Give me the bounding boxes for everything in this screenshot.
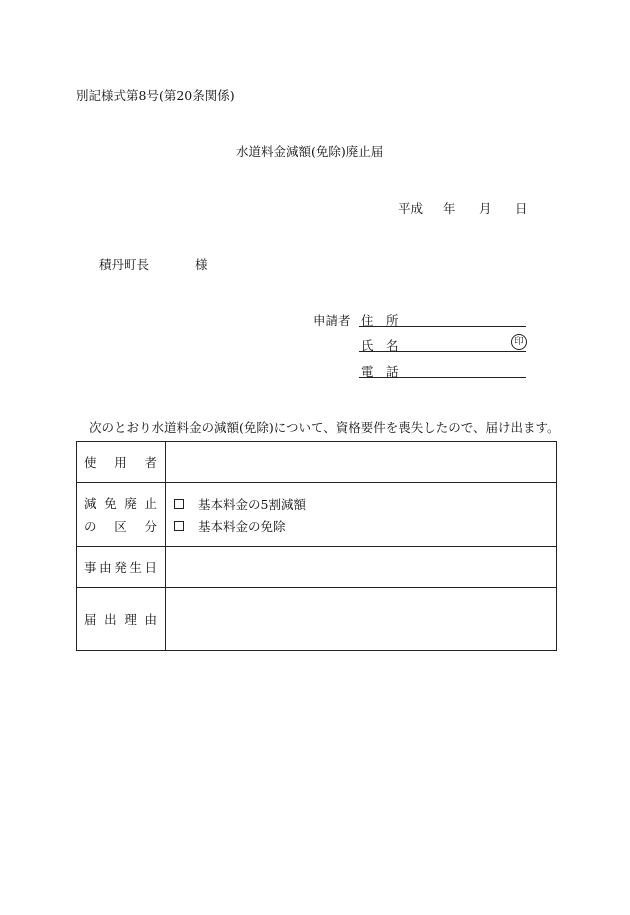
table-row-reason [77, 588, 557, 651]
seal-icon: 印 [511, 334, 527, 350]
event-date-label: 事 由 発 生 日 [77, 547, 166, 588]
user-field[interactable] [166, 442, 557, 483]
page-title: 水道料金減額(免除)廃止届 [236, 144, 384, 159]
name-field[interactable] [359, 351, 526, 352]
application-table [76, 441, 557, 651]
table-row-category [77, 483, 557, 547]
date-month: 月 [479, 201, 492, 216]
address-label: 住 所 [361, 313, 399, 328]
statement: 次のとおり水道料金の減額(免除)について、資格要件を喪失したので、届け出ます。 [89, 420, 560, 435]
option-exemption-label: 基本料金の免除 [198, 518, 286, 534]
option-exemption[interactable] [166, 515, 556, 537]
reason-field[interactable] [166, 588, 557, 651]
date-year: 年 [443, 201, 456, 216]
category-label: 減 免 廃 止 の 区 分 [77, 483, 166, 547]
phone-field[interactable] [359, 377, 526, 378]
reason-label: 届 出 理 由 [77, 588, 166, 651]
table-row-event-date [77, 547, 557, 588]
address-field[interactable] [359, 326, 526, 327]
phone-label: 電 話 [361, 364, 399, 379]
name-label: 氏 名 [361, 338, 399, 353]
event-date-field[interactable] [166, 547, 557, 588]
option-half-reduction-label: 基本料金の5割減額 [198, 496, 306, 512]
category-options [166, 483, 557, 547]
date-day: 日 [515, 201, 528, 216]
addressee-name: 積丹町長 [99, 257, 150, 272]
addressee-honorific: 様 [195, 257, 208, 272]
option-half-reduction[interactable] [166, 493, 556, 515]
applicant-label: 申請者 [313, 313, 351, 328]
checkbox-half-reduction[interactable] [174, 499, 184, 509]
user-label: 使 用 者 [77, 442, 166, 483]
table-row-user [77, 442, 557, 483]
date-era: 平成 [398, 201, 424, 216]
checkbox-exemption[interactable] [174, 521, 184, 531]
form-number: 別記様式第8号(第20条関係) [76, 88, 235, 103]
